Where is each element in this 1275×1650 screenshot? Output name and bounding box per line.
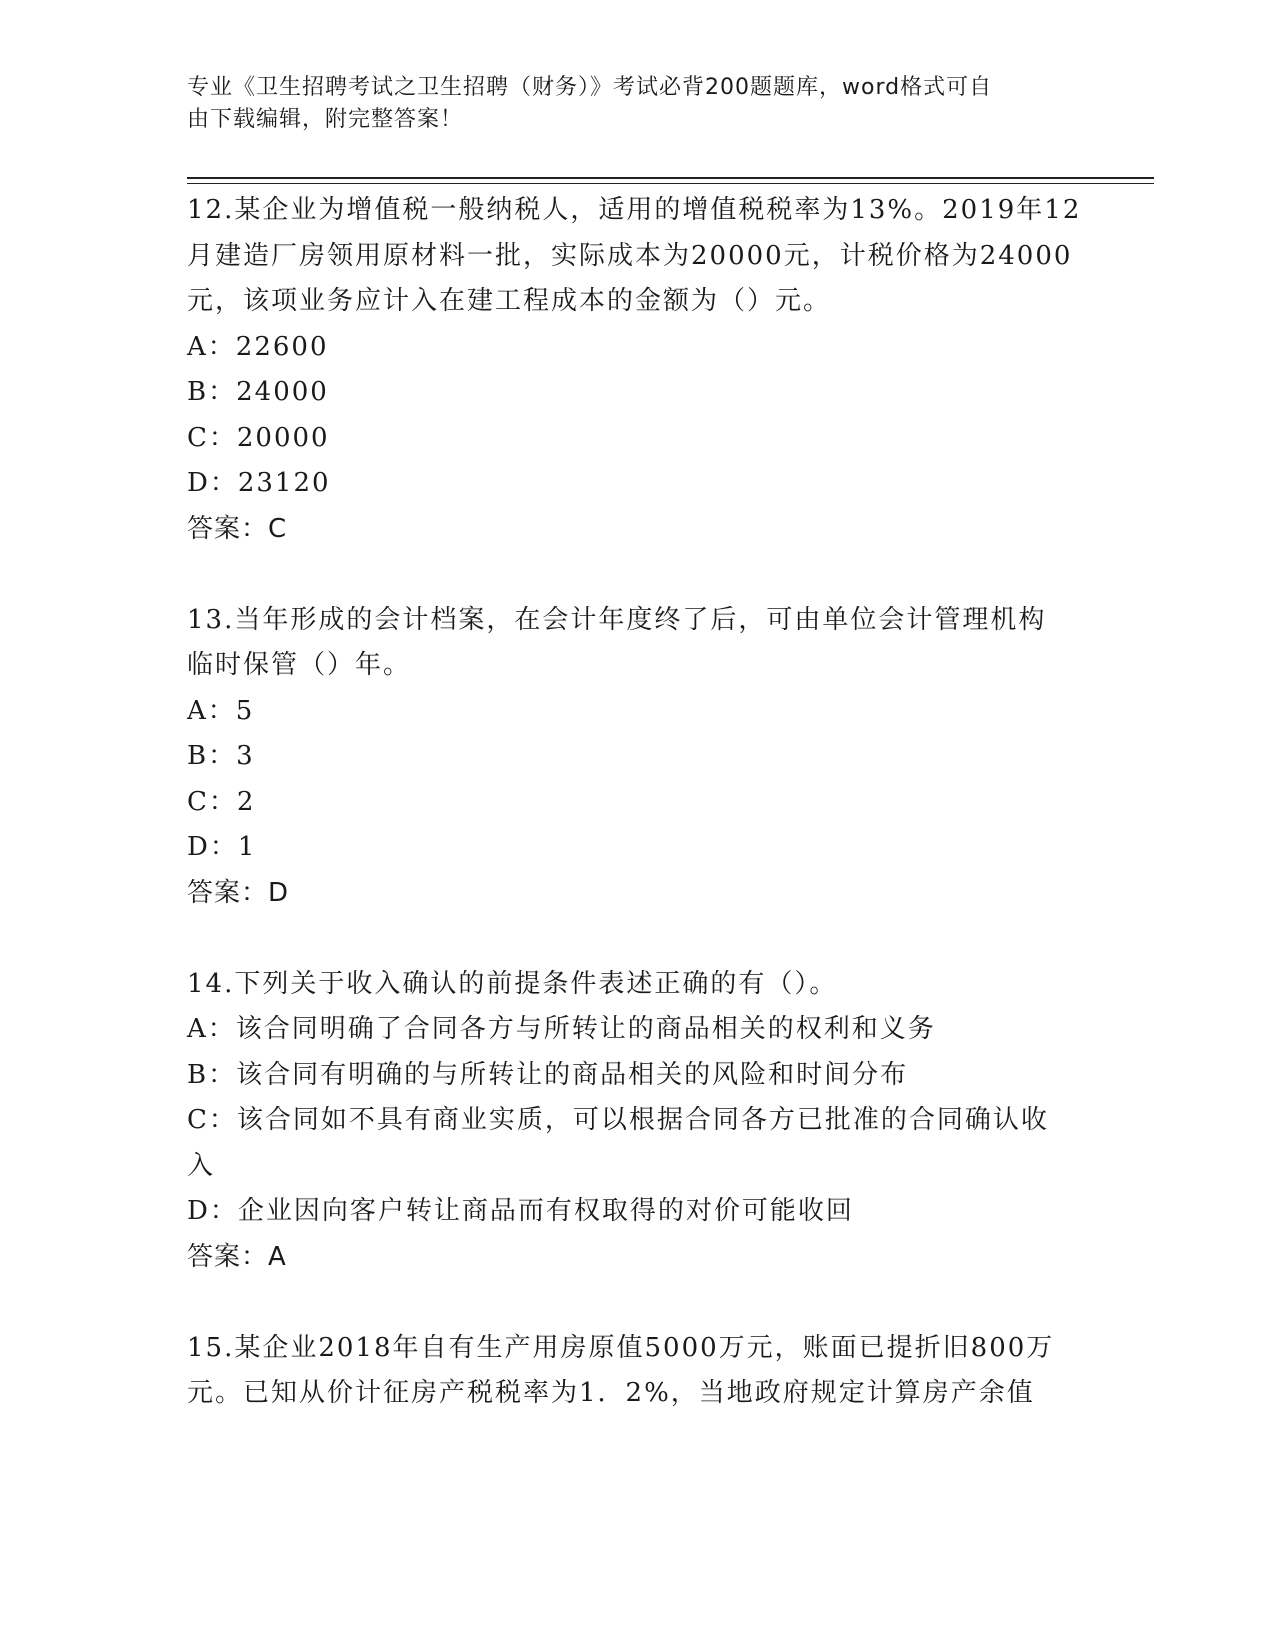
question-stem-line: 12.某企业为增值税一般纳税人，适用的增值税税率为13%。2019年12 bbox=[187, 195, 1082, 225]
spacer bbox=[187, 1280, 1087, 1326]
document-header bbox=[187, 72, 1067, 136]
option-d: D：23120 bbox=[187, 468, 331, 498]
option-b: B：3 bbox=[187, 741, 255, 771]
option-c: C：20000 bbox=[187, 422, 330, 453]
option-c-continued: 入 bbox=[187, 1150, 216, 1181]
header-divider-thick bbox=[187, 177, 1154, 179]
answer-line: 答案：A bbox=[187, 1241, 287, 1272]
question-list bbox=[187, 188, 1087, 1417]
question-15 bbox=[187, 1326, 1087, 1417]
option-b: B：24000 bbox=[187, 377, 329, 407]
question-stem-line: 15.某企业2018年自有生产用房原值5000万元，账面已提折旧800万 bbox=[187, 1332, 1055, 1363]
question-13 bbox=[187, 598, 1087, 917]
question-stem-line: 13.当年形成的会计档案，在会计年度终了后，可由单位会计管理机构 bbox=[187, 604, 1047, 635]
question-12 bbox=[187, 188, 1087, 552]
option-d: D：1 bbox=[187, 832, 257, 862]
question-stem-line: 元，该项业务应计入在建工程成本的金额为（）元。 bbox=[187, 286, 832, 316]
header-line-2: 由下载编辑，附完整答案！ bbox=[187, 107, 464, 132]
spacer bbox=[187, 552, 1087, 598]
answer-line: 答案：D bbox=[187, 877, 290, 908]
header-divider-thin bbox=[187, 183, 1154, 184]
answer-line: 答案：C bbox=[187, 513, 288, 544]
option-c: C：2 bbox=[187, 786, 256, 817]
option-b: B：该合同有明确的与所转让的商品相关的风险和时间分布 bbox=[187, 1059, 909, 1090]
spacer bbox=[187, 916, 1087, 962]
option-d: D：企业因向客户转让商品而有权取得的对价可能收回 bbox=[187, 1196, 854, 1226]
question-stem-line: 元。已知从价计征房产税税率为1．2%，当地政府规定计算房产余值 bbox=[187, 1378, 1035, 1408]
option-c: C：该合同如不具有商业实质，可以根据合同各方已批准的合同确认收 bbox=[187, 1105, 1049, 1135]
question-14 bbox=[187, 962, 1087, 1281]
question-stem-line: 月建造厂房领用原材料一批，实际成本为20000元，计税价格为24000 bbox=[187, 240, 1073, 271]
header-line-1: 专业《卫生招聘考试之卫生招聘（财务）》考试必背200题题库，word格式可自 bbox=[187, 75, 993, 100]
option-a: A：该合同明确了合同各方与所转让的商品相关的权利和义务 bbox=[187, 1014, 936, 1044]
option-a: A：5 bbox=[187, 695, 255, 726]
option-a: A：22600 bbox=[187, 331, 329, 362]
question-stem-line: 临时保管（）年。 bbox=[187, 650, 412, 680]
question-stem-line: 14.下列关于收入确认的前提条件表述正确的有（）。 bbox=[187, 968, 838, 999]
